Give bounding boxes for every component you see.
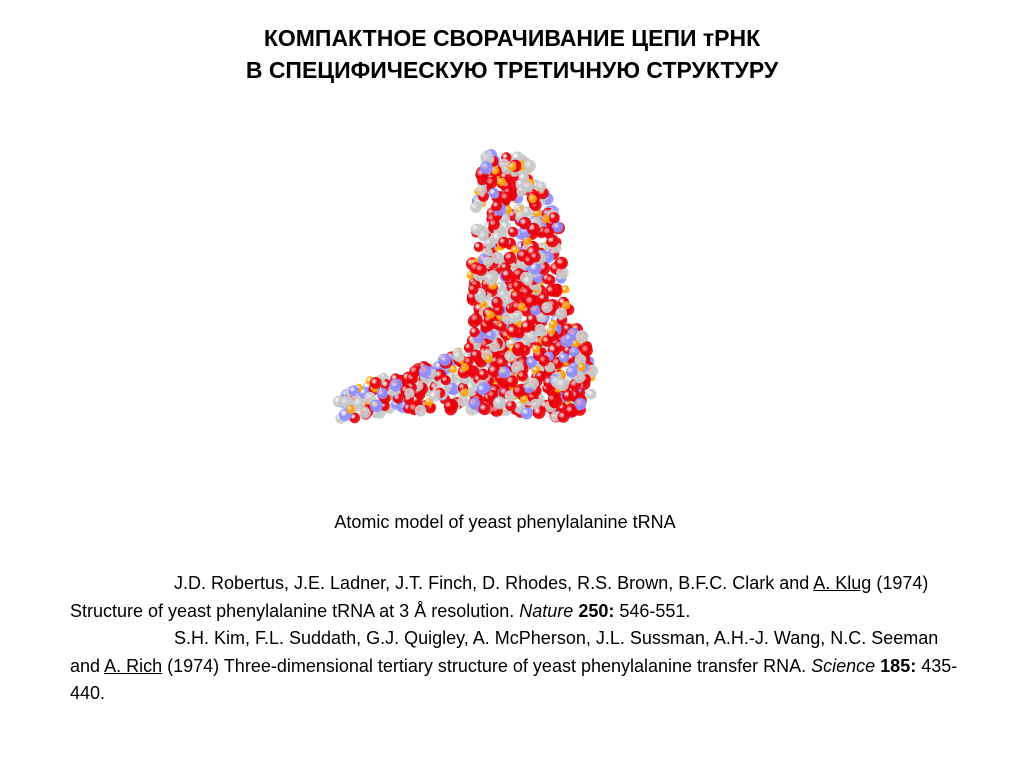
oxygen-atom	[506, 325, 519, 338]
oxygen-atom	[511, 290, 523, 302]
oxygen-atom	[519, 217, 532, 230]
carbon-atom	[586, 389, 597, 400]
carbon-atom	[429, 390, 441, 402]
nitrogen-atom	[480, 161, 493, 174]
carbon-atom	[484, 272, 497, 285]
figure-caption: Atomic model of yeast phenylalanine tRNA	[334, 512, 676, 532]
oxygen-atom	[474, 242, 484, 252]
oxygen-atom	[530, 251, 541, 262]
carbon-atom	[404, 388, 414, 398]
carbon-atom	[541, 302, 552, 313]
carbon-atom	[523, 276, 533, 286]
oxygen-atom	[441, 375, 451, 385]
oxygen-atom	[479, 403, 491, 415]
oxygen-atom	[549, 212, 560, 223]
carbon-atom	[415, 405, 427, 417]
nitrogen-atom	[530, 305, 540, 315]
oxygen-atom	[517, 370, 528, 381]
nitrogen-atom	[564, 333, 574, 343]
carbon-atom	[536, 182, 546, 192]
reference-authors: S.H. Kim, F.L. Suddath, G.J. Quigley, A. McPherson, J.L. Sussman, A.H.-J. Wang, N.C. Seeman and	[70, 628, 939, 676]
reference-author-link[interactable]: A. Rich	[104, 655, 163, 676]
carbon-atom	[493, 397, 506, 410]
oxygen-atom	[548, 394, 558, 404]
oxygen-atom	[508, 227, 518, 237]
phosphorus-atom	[529, 195, 537, 203]
oxygen-atom	[543, 227, 555, 239]
phosphorus-atom	[508, 163, 516, 171]
oxygen-atom	[513, 342, 525, 354]
carbon-atom	[471, 224, 483, 236]
phosphorus-atom	[460, 388, 468, 396]
carbon-atom	[522, 207, 533, 218]
oxygen-atom	[501, 269, 514, 282]
nitrogen-atom	[439, 354, 451, 366]
oxygen-atom	[492, 201, 502, 211]
oxygen-atom	[521, 320, 533, 332]
oxygen-atom	[512, 281, 523, 292]
oxygen-atom	[565, 405, 577, 417]
oxygen-atom	[555, 257, 568, 270]
nitrogen-atom	[419, 365, 432, 378]
title-line-1: КОМПАКТНОЕ СВОРАЧИВАНИЕ ЦЕПИ тРНК	[263, 25, 761, 51]
nitrogen-atom	[377, 388, 389, 400]
reference-pages: 546-551.	[619, 600, 691, 621]
oxygen-atom	[505, 400, 516, 411]
oxygen-atom	[546, 275, 556, 285]
carbon-atom	[477, 185, 487, 195]
reference-volume: 250:	[578, 600, 615, 621]
carbon-atom	[522, 181, 534, 193]
carbon-atom	[576, 330, 589, 343]
phosphorus-atom	[498, 178, 506, 186]
phosphorus-atom	[484, 355, 492, 363]
reference-volume: 185:	[880, 655, 917, 676]
reference-1	[70, 570, 970, 625]
carbon-atom	[512, 310, 523, 321]
phosphorus-atom	[461, 363, 469, 371]
nitrogen-atom	[498, 366, 510, 378]
oxygen-atom	[468, 284, 478, 294]
phosphorus-atom	[532, 345, 540, 353]
oxygen-atom	[491, 297, 502, 308]
oxygen-atom	[470, 327, 480, 337]
reference-pages: 435-440.	[70, 655, 958, 703]
oxygen-atom	[562, 390, 574, 402]
trna-molecule-image	[325, 140, 625, 435]
nitrogen-atom	[349, 385, 360, 396]
carbon-atom	[528, 378, 539, 389]
oxygen-atom	[370, 377, 382, 389]
nitrogen-atom	[370, 399, 383, 412]
phosphorus-atom	[486, 311, 494, 319]
reference-title: (1974) Three-dimensional tertiary structure of yeast phenylalanine transfer RNA.	[167, 655, 807, 676]
reference-journal: Science	[811, 655, 876, 676]
carbon-atom	[556, 379, 569, 392]
carbon-atom	[353, 398, 365, 410]
oxygen-atom	[504, 252, 516, 264]
phosphorus-atom	[549, 320, 557, 328]
oxygen-atom	[475, 264, 487, 276]
title-line-2: В СПЕЦИФИЧЕСКУЮ ТРЕТИЧНУЮ СТРУКТУРУ	[245, 57, 779, 83]
nitrogen-atom	[488, 188, 499, 199]
carbon-atom	[491, 252, 503, 264]
phosphorus-atom	[578, 363, 586, 371]
carbon-atom	[470, 202, 481, 213]
carbon-atom	[453, 350, 465, 362]
nitrogen-atom	[566, 366, 578, 378]
references	[70, 570, 970, 708]
oxygen-atom	[546, 285, 557, 296]
page-title	[0, 22, 1024, 86]
reference-title: (1974) Structure of yeast phenylalanine tRNA at 3 Å resolution.	[70, 573, 929, 621]
reference-authors: J.D. Robertus, J.E. Ladner, J.T. Finch, D. Rhodes, R.S. Brown, B.F.C. Clark and	[174, 573, 810, 593]
carbon-atom	[524, 160, 536, 172]
oxygen-atom	[478, 369, 489, 380]
oxygen-atom	[498, 237, 509, 248]
oxygen-atom	[539, 355, 550, 366]
oxygen-atom	[489, 219, 500, 230]
carbon-atom	[555, 308, 567, 320]
reference-author-link[interactable]: A. Klug	[813, 573, 872, 593]
reference-journal: Nature	[519, 600, 574, 621]
nitrogen-atom	[559, 353, 569, 363]
phosphorus-atom	[347, 405, 355, 413]
carbon-atom	[530, 399, 541, 410]
oxygen-atom	[513, 385, 525, 397]
reference-2	[70, 625, 970, 708]
oxygen-atom	[464, 343, 474, 353]
oxygen-atom	[470, 313, 482, 325]
oxygen-atom	[500, 192, 512, 204]
carbon-atom	[489, 342, 500, 353]
phosphorus-atom	[517, 303, 525, 311]
oxygen-atom	[444, 401, 455, 412]
phosphorus-atom	[541, 215, 549, 223]
nitrogen-atom	[521, 407, 533, 419]
oxygen-atom	[486, 177, 498, 189]
